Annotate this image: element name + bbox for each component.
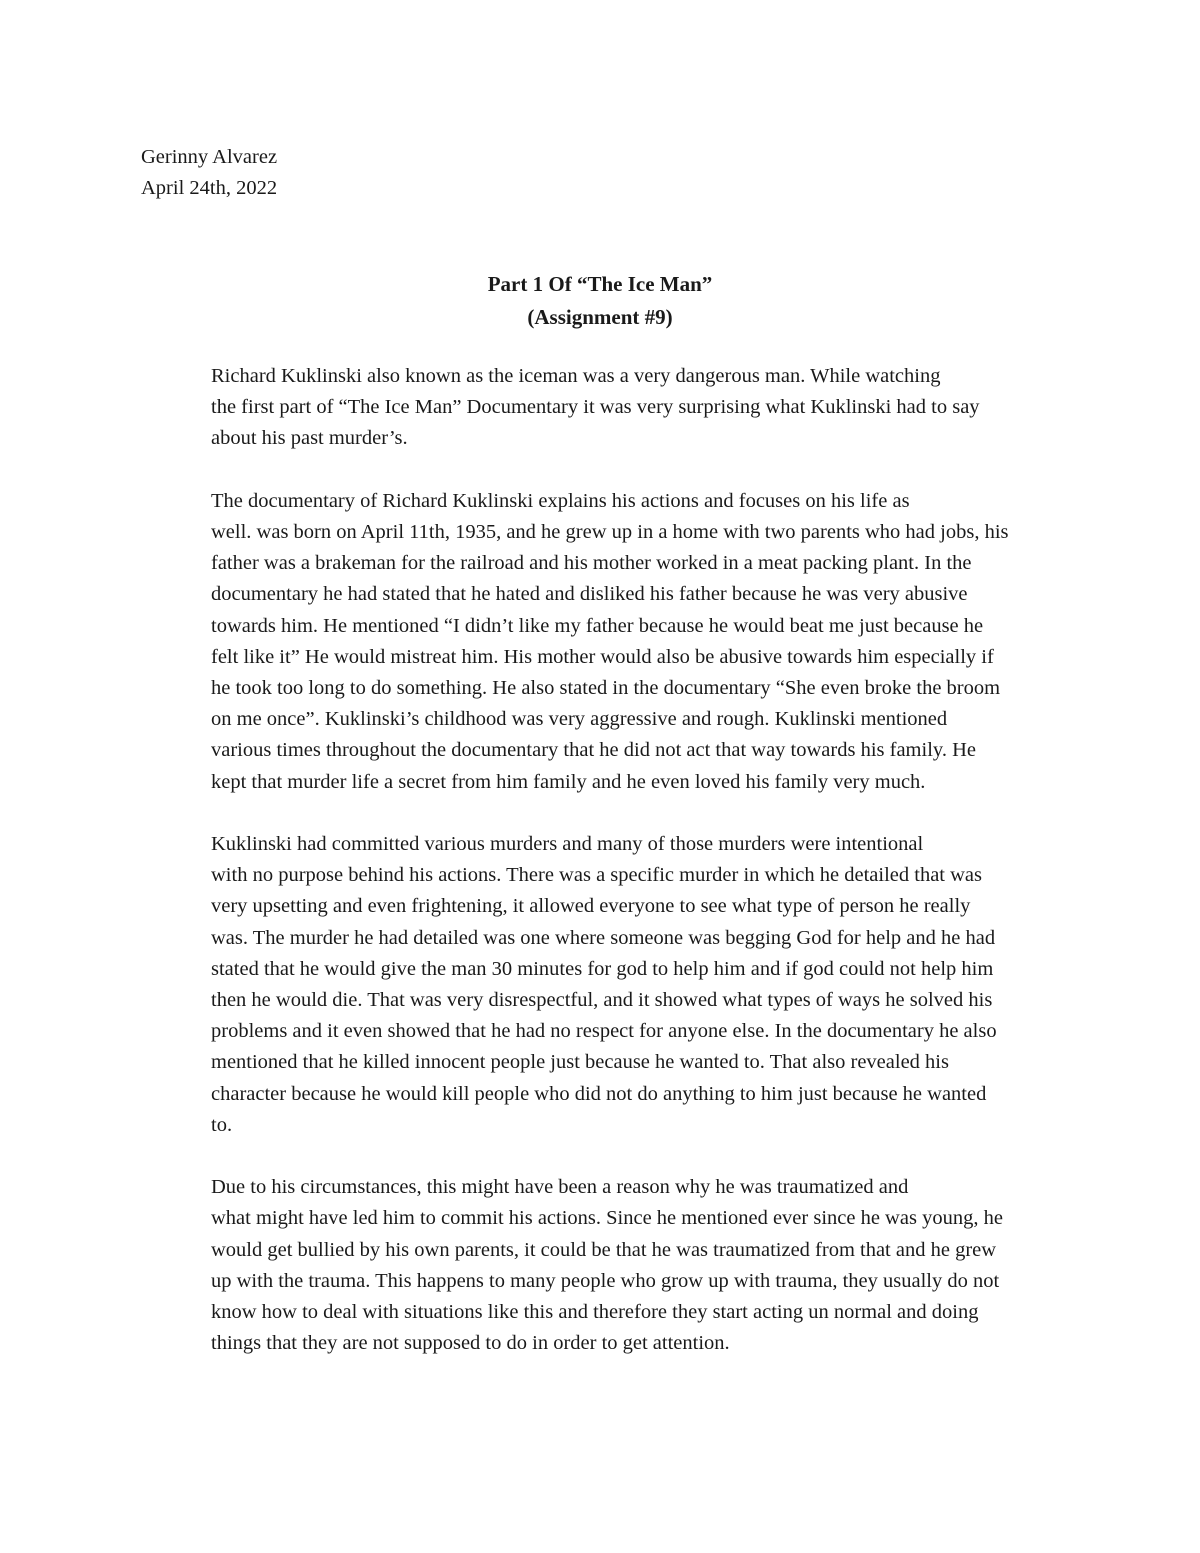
paragraph-line: various times throughout the documentary that he did not act that way towards his family. He <box>211 739 976 762</box>
paragraph-line: stated that he would give the man 30 minutes for god to help him and if god could not help him <box>211 957 994 980</box>
paragraph-line: problems and it even showed that he had no respect for anyone else. In the documentary he also <box>211 1020 997 1043</box>
paragraph-line: up with the trauma. This happens to many people who grow up with trauma, they usually do not <box>211 1269 1000 1292</box>
paragraph-line: Kuklinski had committed various murders and many of those murders were intentional <box>211 833 924 856</box>
title-line-2: (Assignment #9) <box>527 305 673 329</box>
paragraph-4 <box>141 1172 1061 1359</box>
paragraph-line: what might have led him to commit his actions. Since he mentioned ever since he was young, he <box>211 1207 1003 1230</box>
paragraph-line: with no purpose behind his actions. There was a specific murder in which he detailed that was <box>211 864 983 887</box>
paragraph-line: he took too long to do something. He also stated in the documentary “She even broke the broom <box>211 677 1001 700</box>
document-body <box>141 361 1061 1391</box>
paragraph-line: well. was born on April 11th, 1935, and he grew up in a home with two parents who had jobs, his <box>211 521 1009 543</box>
paragraph-line: about his past murder’s. <box>211 427 408 450</box>
paragraph-line: Due to his circumstances, this might have been a reason why he was traumatized and <box>211 1176 909 1199</box>
document-title <box>0 268 1200 334</box>
paragraph-2 <box>141 486 1061 798</box>
paragraph-line: kept that murder life a secret from him family and he even loved his family very much. <box>211 770 926 793</box>
paragraph-line: father was a brakeman for the railroad and his mother worked in a meat packing plant. In the <box>211 552 972 575</box>
paragraph-line: to. <box>211 1113 233 1136</box>
paragraph-line: towards him. He mentioned “I didn’t like my father because he would beat me just because he <box>211 614 984 637</box>
paragraph-line: very upsetting and even frightening, it allowed everyone to see what type of person he really <box>211 895 971 918</box>
paragraph-line: The documentary of Richard Kuklinski explains his actions and focuses on his life as <box>211 489 910 512</box>
document-date: April 24th, 2022 <box>141 177 278 199</box>
document-header <box>141 142 277 204</box>
paragraph-line: the first part of “The Ice Man” Documentary it was very surprising what Kuklinski had to say <box>211 396 980 419</box>
paragraph-line: character because he would kill people who did not do anything to him just because he wanted <box>211 1082 987 1105</box>
paragraph-line: know how to deal with situations like this and therefore they start acting un normal and doing <box>211 1301 979 1324</box>
paragraph-line: on me once”. Kuklinski’s childhood was very aggressive and rough. Kuklinski mentioned <box>211 708 948 731</box>
paragraph-1 <box>141 361 1061 455</box>
paragraph-line: felt like it” He would mistreat him. His mother would also be abusive towards him especially if <box>211 645 994 668</box>
paragraph-line: mentioned that he killed innocent people just because he wanted to. That also revealed his <box>211 1051 949 1074</box>
paragraph-3 <box>141 829 1061 1141</box>
paragraph-line: then he would die. That was very disrespectful, and it showed what types of ways he solved his <box>211 989 993 1012</box>
paragraph-line: Richard Kuklinski also known as the iceman was a very dangerous man. While watching <box>211 365 941 387</box>
paragraph-line: was. The murder he had detailed was one where someone was begging God for help and he had <box>211 926 996 949</box>
title-line-1: Part 1 Of “The Ice Man” <box>487 272 713 296</box>
author-name: Gerinny Alvarez <box>141 146 278 168</box>
paragraph-line: things that they are not supposed to do in order to get attention. <box>211 1332 730 1355</box>
paragraph-line: documentary he had stated that he hated and disliked his father because he was very abusive <box>211 583 968 606</box>
paragraph-line: would get bullied by his own parents, it could be that he was traumatized from that and he grew <box>211 1238 997 1261</box>
